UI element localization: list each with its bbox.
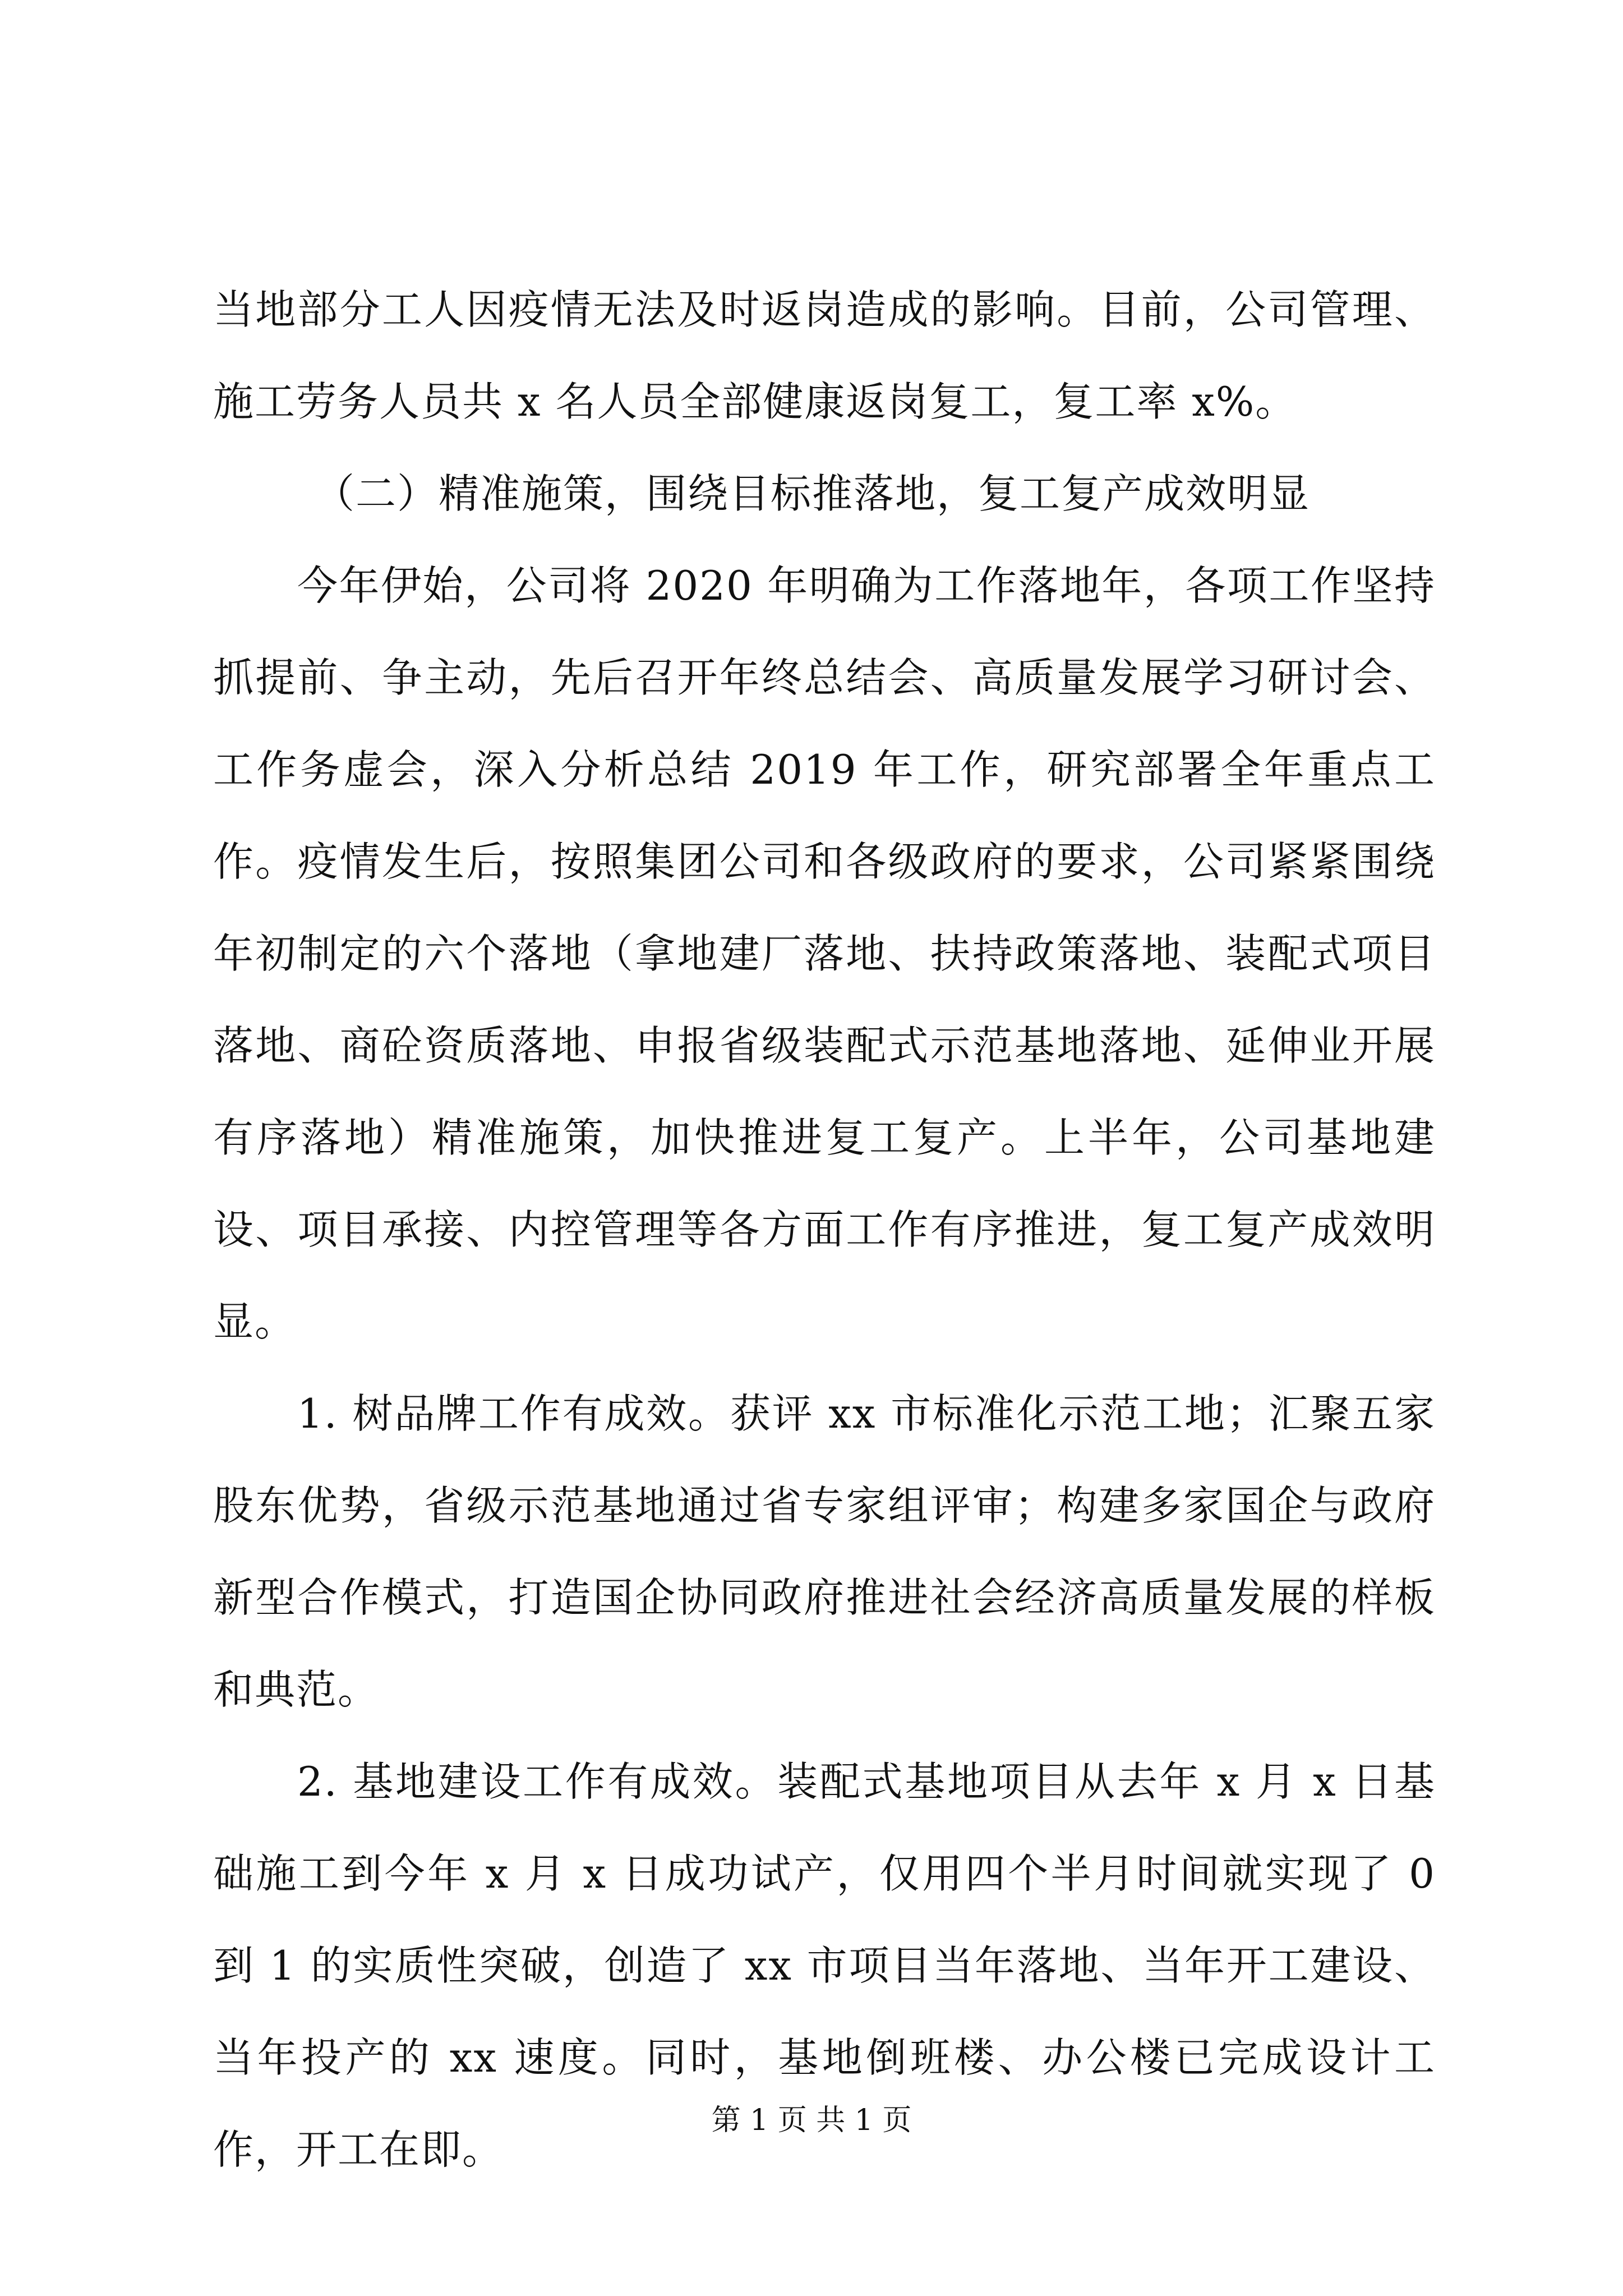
paragraph-continuation: 当地部分工人因疫情无法及时返岗造成的影响。目前，公司管理、施工劳务人员共 x 名人员全部健康返岗复工，复工率 x%。 <box>213 286 1436 425</box>
paragraph-overview: 今年伊始，公司将 2020 年明确为工作落地年，各项工作坚持抓提前、争主动，先后召开年终总结会、高质量发展学习研讨会、工作务虚会，深入分析总结 2019 年工作，研究部署全年重点工作。疫情发生后，按照集团公司和各级政府的要求，公司紧紧围绕年初制定的六个落地（拿地建厂落地、扶持政策落地、装配式项目落地、商砼资质落地、申报省级装配式示范基地落地、延伸业开展有序落地）精准施策，加快推进复工复产。上半年，公司基地建设、项目承接、内控管理等各方面工作有序推进，复工复产成效明显。 <box>213 562 1436 1345</box>
page-number-footer: 第 1 页 共 1 页 <box>711 2104 912 2137</box>
section-heading: （二）精准施策，围绕目标推落地，复工复产成效明显 <box>314 470 1311 517</box>
document-body <box>213 264 1436 2196</box>
paragraph-item-2: 2. 基地建设工作有成效。装配式基地项目从去年 x 月 x 日基础施工到今年 x 月 x 日成功试产，仅用四个半月时间就实现了 0 到 1 的实质性突破，创造了 xx 市项目当年落地、当年开工建设、当年投产的 xx 速度。同时，基地倒班楼、办公楼已完成设计工作，开工在即。 <box>213 1758 1436 2173</box>
paragraph-item-1: 1. 树品牌工作有成效。获评 xx 市标准化示范工地；汇聚五家股东优势，省级示范基地通过省专家组评审；构建多家国企与政府新型合作模式，打造国企协同政府推进社会经济高质量发展的样板和典范。 <box>213 1390 1436 1713</box>
